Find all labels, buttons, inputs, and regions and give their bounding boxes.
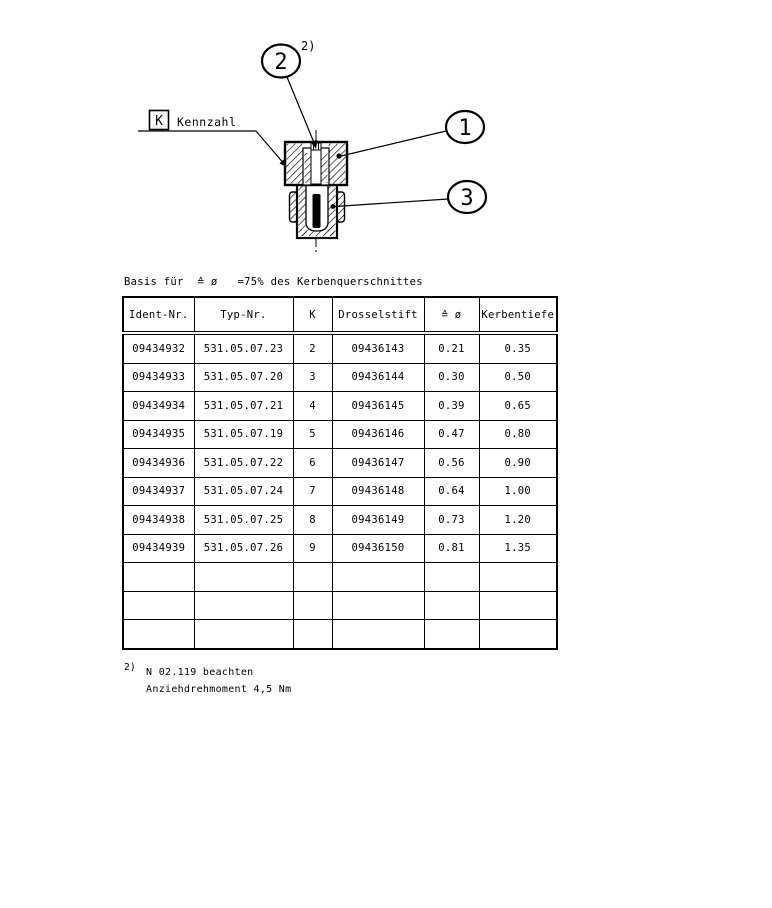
balloon-3 (335, 181, 486, 213)
table-cell (123, 591, 194, 620)
table-cell (479, 563, 557, 592)
table-cell: 531.05.07.19 (194, 420, 293, 449)
table-cell: 09436148 (332, 477, 424, 506)
table-cell: 531.05.07.24 (194, 477, 293, 506)
balloon-2-superscript: 2) (301, 39, 316, 53)
table-cell: 09434932 (123, 333, 194, 363)
table-cell: 4 (293, 392, 332, 421)
table-cell: 09436146 (332, 420, 424, 449)
table-row (123, 363, 557, 392)
table-row (123, 333, 557, 363)
table-row (123, 420, 557, 449)
table-row (123, 534, 557, 563)
table-cell (194, 563, 293, 592)
table-cell: 1.35 (479, 534, 557, 563)
basis-note (124, 276, 423, 288)
table-header-row (123, 297, 557, 333)
table-cell: 09434939 (123, 534, 194, 563)
table-cell: 0.35 (479, 333, 557, 363)
table-cell: 5 (293, 420, 332, 449)
parts-table (122, 296, 558, 650)
table-cell: 531.05.07.23 (194, 333, 293, 363)
column-header: Typ-Nr. (194, 297, 293, 333)
table-cell: 09434933 (123, 363, 194, 392)
table-cell: 531.05.07.21 (194, 392, 293, 421)
table-cell (424, 620, 479, 649)
table-cell (424, 591, 479, 620)
column-header: K (293, 297, 332, 333)
table-cell (194, 591, 293, 620)
table-cell: 0.56 (424, 449, 479, 478)
table-cell (332, 591, 424, 620)
table-cell: 531.05.07.20 (194, 363, 293, 392)
table-cell: 0.21 (424, 333, 479, 363)
column-header: Ident-Nr. (123, 297, 194, 333)
table-cell: 0.65 (479, 392, 557, 421)
table-cell: 09434938 (123, 506, 194, 535)
table-cell: 0.73 (424, 506, 479, 535)
balloon-1-number: 1 (458, 116, 472, 141)
table-cell (479, 620, 557, 649)
table-row (123, 477, 557, 506)
table-cell: 0.90 (479, 449, 557, 478)
table-row (123, 449, 557, 478)
balloon-2 (262, 39, 318, 149)
leader-dot-1 (336, 153, 341, 158)
balloon-1 (341, 111, 484, 156)
balloon-2-number: 2 (274, 50, 288, 75)
table-cell: 0.47 (424, 420, 479, 449)
table-cell (293, 563, 332, 592)
table-cell: 0.30 (424, 363, 479, 392)
table-cell: 1.00 (479, 477, 557, 506)
kennzahl-callout (138, 111, 287, 168)
table-cell: 09436144 (332, 363, 424, 392)
balloon-3-number: 3 (460, 186, 474, 211)
drosselstift-pin (313, 194, 321, 228)
table-row (123, 563, 557, 592)
footnote (124, 664, 291, 698)
table-cell: 0.50 (479, 363, 557, 392)
table-cell: 1.20 (479, 506, 557, 535)
table-cell (123, 563, 194, 592)
table-row (123, 620, 557, 649)
basis-value: =75% des Kerbenquerschnittes (237, 276, 423, 288)
table-cell: 0.80 (479, 420, 557, 449)
table-row (123, 591, 557, 620)
table-cell: 9 (293, 534, 332, 563)
table-cell (479, 591, 557, 620)
table-cell: 09434937 (123, 477, 194, 506)
table-cell (332, 620, 424, 649)
table-body (123, 333, 557, 649)
column-header: Kerbentiefe (479, 297, 557, 333)
table-cell: 09436145 (332, 392, 424, 421)
basis-prefix: Basis für (124, 276, 184, 288)
column-header: ≙ ø (424, 297, 479, 333)
table-cell (293, 591, 332, 620)
table-cell (424, 563, 479, 592)
table-cell (194, 620, 293, 649)
column-header: Drosselstift (332, 297, 424, 333)
table-cell (123, 620, 194, 649)
table-cell: 0.81 (424, 534, 479, 563)
table-cell: 6 (293, 449, 332, 478)
footnote-line1: N 02.119 beachten (146, 667, 254, 678)
table-cell: 531.05.07.25 (194, 506, 293, 535)
table-cell: 09436143 (332, 333, 424, 363)
table-cell: 8 (293, 506, 332, 535)
k-box-label: K (155, 114, 163, 129)
table-cell: 7 (293, 477, 332, 506)
table-cell: 09434936 (123, 449, 194, 478)
table-cell (293, 620, 332, 649)
table-cell: 09434935 (123, 420, 194, 449)
table-cell: 09434934 (123, 392, 194, 421)
footnote-line2: Anziehdrehmoment 4,5 Nm (146, 684, 292, 695)
table-cell: 3 (293, 363, 332, 392)
kennzahl-label: Kennzahl (177, 115, 237, 129)
technical-drawing (0, 0, 772, 270)
table-cell (332, 563, 424, 592)
table-row (123, 506, 557, 535)
footnote-marker: 2) (124, 662, 137, 673)
corresponds-diameter-symbol: ≙ ø (197, 276, 218, 288)
table-cell: 09436149 (332, 506, 424, 535)
part-lower-body (290, 185, 345, 238)
table-row (123, 392, 557, 421)
table-cell: 531.05.07.22 (194, 449, 293, 478)
table-cell: 0.64 (424, 477, 479, 506)
table-cell: 09436150 (332, 534, 424, 563)
table-cell: 531.05.07.26 (194, 534, 293, 563)
leader-dot-3 (331, 204, 336, 209)
table-cell: 09436147 (332, 449, 424, 478)
table-cell: 2 (293, 333, 332, 363)
table-cell: 0.39 (424, 392, 479, 421)
